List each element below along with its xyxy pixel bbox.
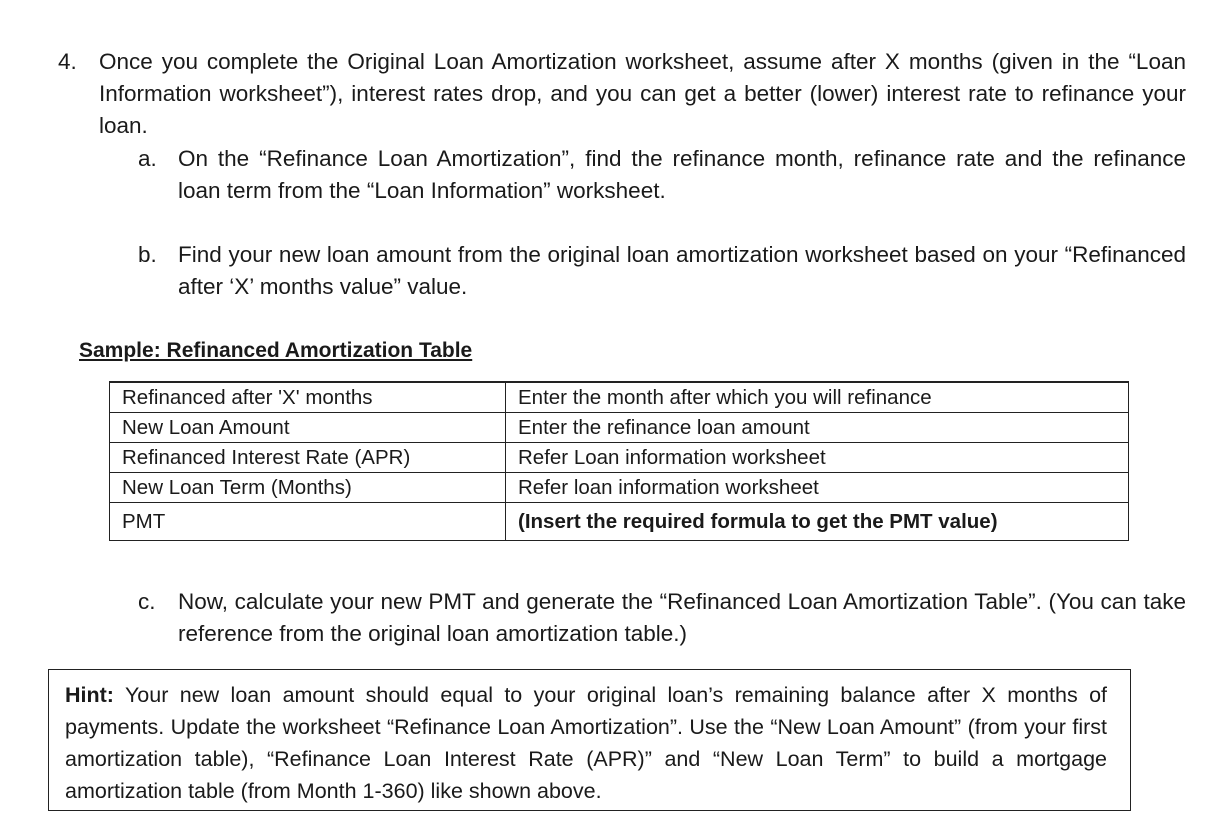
sample-refinanced-amortization-table [109,381,1129,541]
item-c-number: c. [138,589,156,614]
item-a-text: On the “Refinance Loan Amortization”, find the refinance month, refinance rate and the refinance loan term from the “Loan Information” worksheet. [178,146,1186,203]
row-value-new-loan-amount: Enter the refinance loan amount [506,413,1129,443]
table-row [110,443,1129,473]
hint-text: Your new loan amount should equal to your original loan’s remaining balance after X months of payments. Update the worksheet “Refinance Loan Amortization”. Use the “New Loan Amount” (from your first amortization table), “Refinance Loan Interest Rate (APR)” and “New Loan Term” to build a mortgage amortization table (from Month 1-360) like shown above. [65,683,1107,803]
table-row [110,473,1129,503]
row-value-refinanced-interest-rate: Refer Loan information worksheet [506,443,1129,473]
table-row [110,503,1129,541]
hint-box [48,669,1131,811]
item-4-number: 4. [58,49,77,74]
row-label-new-loan-term: New Loan Term (Months) [110,473,506,503]
item-b-number: b. [138,242,157,267]
row-label-refinanced-after: Refinanced after 'X' months [110,382,506,413]
sample-table-title: Sample: Refinanced Amortization Table [79,339,473,362]
item-a-number: a. [138,146,157,171]
item-4-text: Once you complete the Original Loan Amortization worksheet, assume after X months (given in the “Loan Information worksheet”), interest rates drop, and you can get a better (lower) interest rate to refinance your loan. [99,49,1186,138]
item-b-text: Find your new loan amount from the original loan amortization worksheet based on your “Refinanced after ‘X’ months value” value. [178,242,1186,299]
row-value-new-loan-term: Refer loan information worksheet [506,473,1129,503]
row-label-pmt: PMT [110,503,506,541]
row-value-pmt: (Insert the required formula to get the PMT value) [506,503,1129,541]
hint-label: Hint: [65,683,114,707]
item-c-text: Now, calculate your new PMT and generate the “Refinanced Loan Amortization Table”. (You can take reference from the original loan amortization table.) [178,589,1186,646]
table-row [110,382,1129,413]
row-label-new-loan-amount: New Loan Amount [110,413,506,443]
row-value-refinanced-after: Enter the month after which you will refinance [506,382,1129,413]
row-label-refinanced-interest-rate: Refinanced Interest Rate (APR) [110,443,506,473]
table-row [110,413,1129,443]
